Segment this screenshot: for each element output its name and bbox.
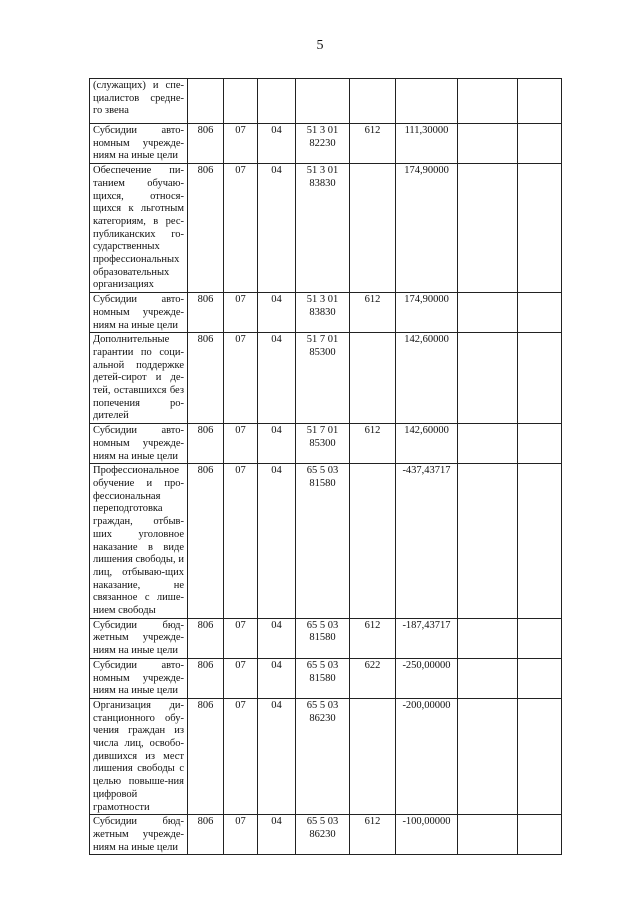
row-name-cell: Дополнительные гарантии по соци-альной поддержке детей-сирот и де-тей, оставшихся без попечения ро-дителей — [90, 333, 188, 424]
csr-code-line: 65 5 03 — [306, 465, 339, 477]
rz-cell: 07 — [224, 164, 258, 293]
table-row — [90, 333, 562, 424]
gr-cell — [188, 79, 224, 124]
csr-code-line: 86230 — [309, 828, 336, 840]
empty-cell — [458, 815, 518, 855]
vr-cell — [350, 698, 396, 814]
csr-cell — [296, 79, 350, 124]
rz-cell: 07 — [224, 658, 258, 698]
table-row — [90, 293, 562, 333]
empty-cell — [518, 698, 562, 814]
empty-cell — [518, 815, 562, 855]
empty-cell — [458, 658, 518, 698]
pr-cell: 04 — [258, 658, 296, 698]
gr-cell: 806 — [188, 815, 224, 855]
csr-code-line: 86230 — [309, 712, 336, 724]
table-row — [90, 698, 562, 814]
vr-cell — [350, 333, 396, 424]
gr-cell: 806 — [188, 293, 224, 333]
pr-cell: 04 — [258, 815, 296, 855]
csr-cell — [296, 333, 350, 424]
csr-code-line: 81580 — [309, 672, 336, 684]
table-row — [90, 658, 562, 698]
rz-cell: 07 — [224, 815, 258, 855]
gr-cell: 806 — [188, 618, 224, 658]
amount-cell: 111,30000 — [396, 124, 458, 164]
csr-code-line: 81580 — [309, 632, 336, 644]
row-name-cell: Субсидии авто-номным учрежде-ниям на иные цели — [90, 293, 188, 333]
rz-cell — [224, 79, 258, 124]
gr-cell: 806 — [188, 464, 224, 618]
gr-cell: 806 — [188, 164, 224, 293]
pr-cell — [258, 79, 296, 124]
amount-cell: -250,00000 — [396, 658, 458, 698]
csr-cell — [296, 698, 350, 814]
csr-cell — [296, 124, 350, 164]
empty-cell — [518, 164, 562, 293]
rz-cell: 07 — [224, 124, 258, 164]
csr-code-line: 51 3 01 — [306, 294, 339, 306]
empty-cell — [518, 333, 562, 424]
gr-cell: 806 — [188, 124, 224, 164]
csr-code-line: 51 7 01 — [306, 334, 339, 346]
csr-code-line: 65 5 03 — [306, 699, 339, 711]
empty-cell — [458, 164, 518, 293]
csr-cell — [296, 815, 350, 855]
amount-cell: 174,90000 — [396, 164, 458, 293]
vr-cell: 612 — [350, 124, 396, 164]
amount-cell: 142,60000 — [396, 333, 458, 424]
table-row — [90, 815, 562, 855]
table-row — [90, 464, 562, 618]
vr-cell: 622 — [350, 658, 396, 698]
rz-cell: 07 — [224, 293, 258, 333]
row-name-cell: Субсидии бюд-жетным учрежде-ниям на иные цели — [90, 618, 188, 658]
rz-cell: 07 — [224, 424, 258, 464]
pr-cell: 04 — [258, 698, 296, 814]
row-name-cell: Субсидии авто-номным учрежде-ниям на иные цели — [90, 124, 188, 164]
budget-table — [89, 78, 562, 855]
table-row — [90, 424, 562, 464]
pr-cell: 04 — [258, 424, 296, 464]
empty-cell — [458, 124, 518, 164]
empty-cell — [518, 293, 562, 333]
row-name-cell: Субсидии авто-номным учрежде-ниям на иные цели — [90, 658, 188, 698]
row-name-cell: (служащих) и спе-циалистов средне-го звена — [90, 79, 188, 124]
vr-cell: 612 — [350, 424, 396, 464]
vr-cell — [350, 164, 396, 293]
empty-cell — [458, 464, 518, 618]
rz-cell: 07 — [224, 698, 258, 814]
pr-cell: 04 — [258, 464, 296, 618]
vr-cell: 612 — [350, 815, 396, 855]
table-row — [90, 79, 562, 124]
empty-cell — [458, 79, 518, 124]
rz-cell: 07 — [224, 333, 258, 424]
row-name-cell: Обеспечение пи-танием обучаю-щихся, относя-щихся к льготным категориям, в рес-публиканских го-сударственных профессиональных образовательных организациях — [90, 164, 188, 293]
table-body — [90, 79, 562, 855]
rz-cell: 07 — [224, 618, 258, 658]
row-name-cell: Организация ди-станционного обу-чения граждан из числа лиц, освобо-дившихся из мест лишения свободы с целью повыше-ния цифровой грамотности — [90, 698, 188, 814]
csr-code-line: 65 5 03 — [306, 816, 339, 828]
csr-code-line: 51 7 01 — [306, 425, 339, 437]
csr-cell — [296, 293, 350, 333]
csr-code-line: 83830 — [309, 306, 336, 318]
empty-cell — [458, 333, 518, 424]
amount-cell — [396, 79, 458, 124]
csr-code-line: 85300 — [309, 437, 336, 449]
csr-cell — [296, 424, 350, 464]
pr-cell: 04 — [258, 124, 296, 164]
vr-cell — [350, 79, 396, 124]
gr-cell: 806 — [188, 698, 224, 814]
page-number: 5 — [316, 38, 324, 53]
vr-cell: 612 — [350, 293, 396, 333]
empty-cell — [518, 658, 562, 698]
csr-code-line: 65 5 03 — [306, 659, 339, 671]
empty-cell — [458, 618, 518, 658]
csr-cell — [296, 164, 350, 293]
pr-cell: 04 — [258, 333, 296, 424]
amount-cell: 174,90000 — [396, 293, 458, 333]
csr-code-line: 82230 — [309, 137, 336, 149]
row-name-cell: Субсидии авто-номным учрежде-ниям на иные цели — [90, 424, 188, 464]
csr-code-line: 51 3 01 — [306, 125, 339, 136]
amount-cell: -200,00000 — [396, 698, 458, 814]
row-name-cell: Профессиональное обучение и про-фессиональная переподготовка граждан, отбыв-ших уголовное наказание в виде лишения свободы, и лиц, отбываю-щих наказание, не связанное с лише-нием свободы — [90, 464, 188, 618]
gr-cell: 806 — [188, 658, 224, 698]
empty-cell — [518, 79, 562, 124]
csr-code-line: 85300 — [309, 346, 336, 358]
vr-cell: 612 — [350, 618, 396, 658]
empty-cell — [518, 124, 562, 164]
vr-cell — [350, 464, 396, 618]
empty-cell — [518, 424, 562, 464]
pr-cell: 04 — [258, 293, 296, 333]
csr-code-line: 83830 — [309, 177, 336, 189]
empty-cell — [458, 698, 518, 814]
empty-cell — [458, 293, 518, 333]
csr-cell — [296, 464, 350, 618]
amount-cell: -100,00000 — [396, 815, 458, 855]
gr-cell: 806 — [188, 424, 224, 464]
gr-cell: 806 — [188, 333, 224, 424]
csr-code-line: 51 3 01 — [306, 165, 339, 177]
empty-cell — [518, 464, 562, 618]
pr-cell: 04 — [258, 618, 296, 658]
csr-code-line: 81580 — [309, 477, 336, 489]
empty-cell — [458, 424, 518, 464]
row-name-cell: Субсидии бюд-жетным учрежде-ниям на иные цели — [90, 815, 188, 855]
amount-cell: 142,60000 — [396, 424, 458, 464]
table-row — [90, 164, 562, 293]
table-row — [90, 124, 562, 164]
table-row — [90, 618, 562, 658]
pr-cell: 04 — [258, 164, 296, 293]
csr-cell — [296, 618, 350, 658]
csr-code-line: 65 5 03 — [306, 619, 339, 631]
csr-cell — [296, 658, 350, 698]
amount-cell: -437,43717 — [396, 464, 458, 618]
rz-cell: 07 — [224, 464, 258, 618]
empty-cell — [518, 618, 562, 658]
amount-cell: -187,43717 — [396, 618, 458, 658]
